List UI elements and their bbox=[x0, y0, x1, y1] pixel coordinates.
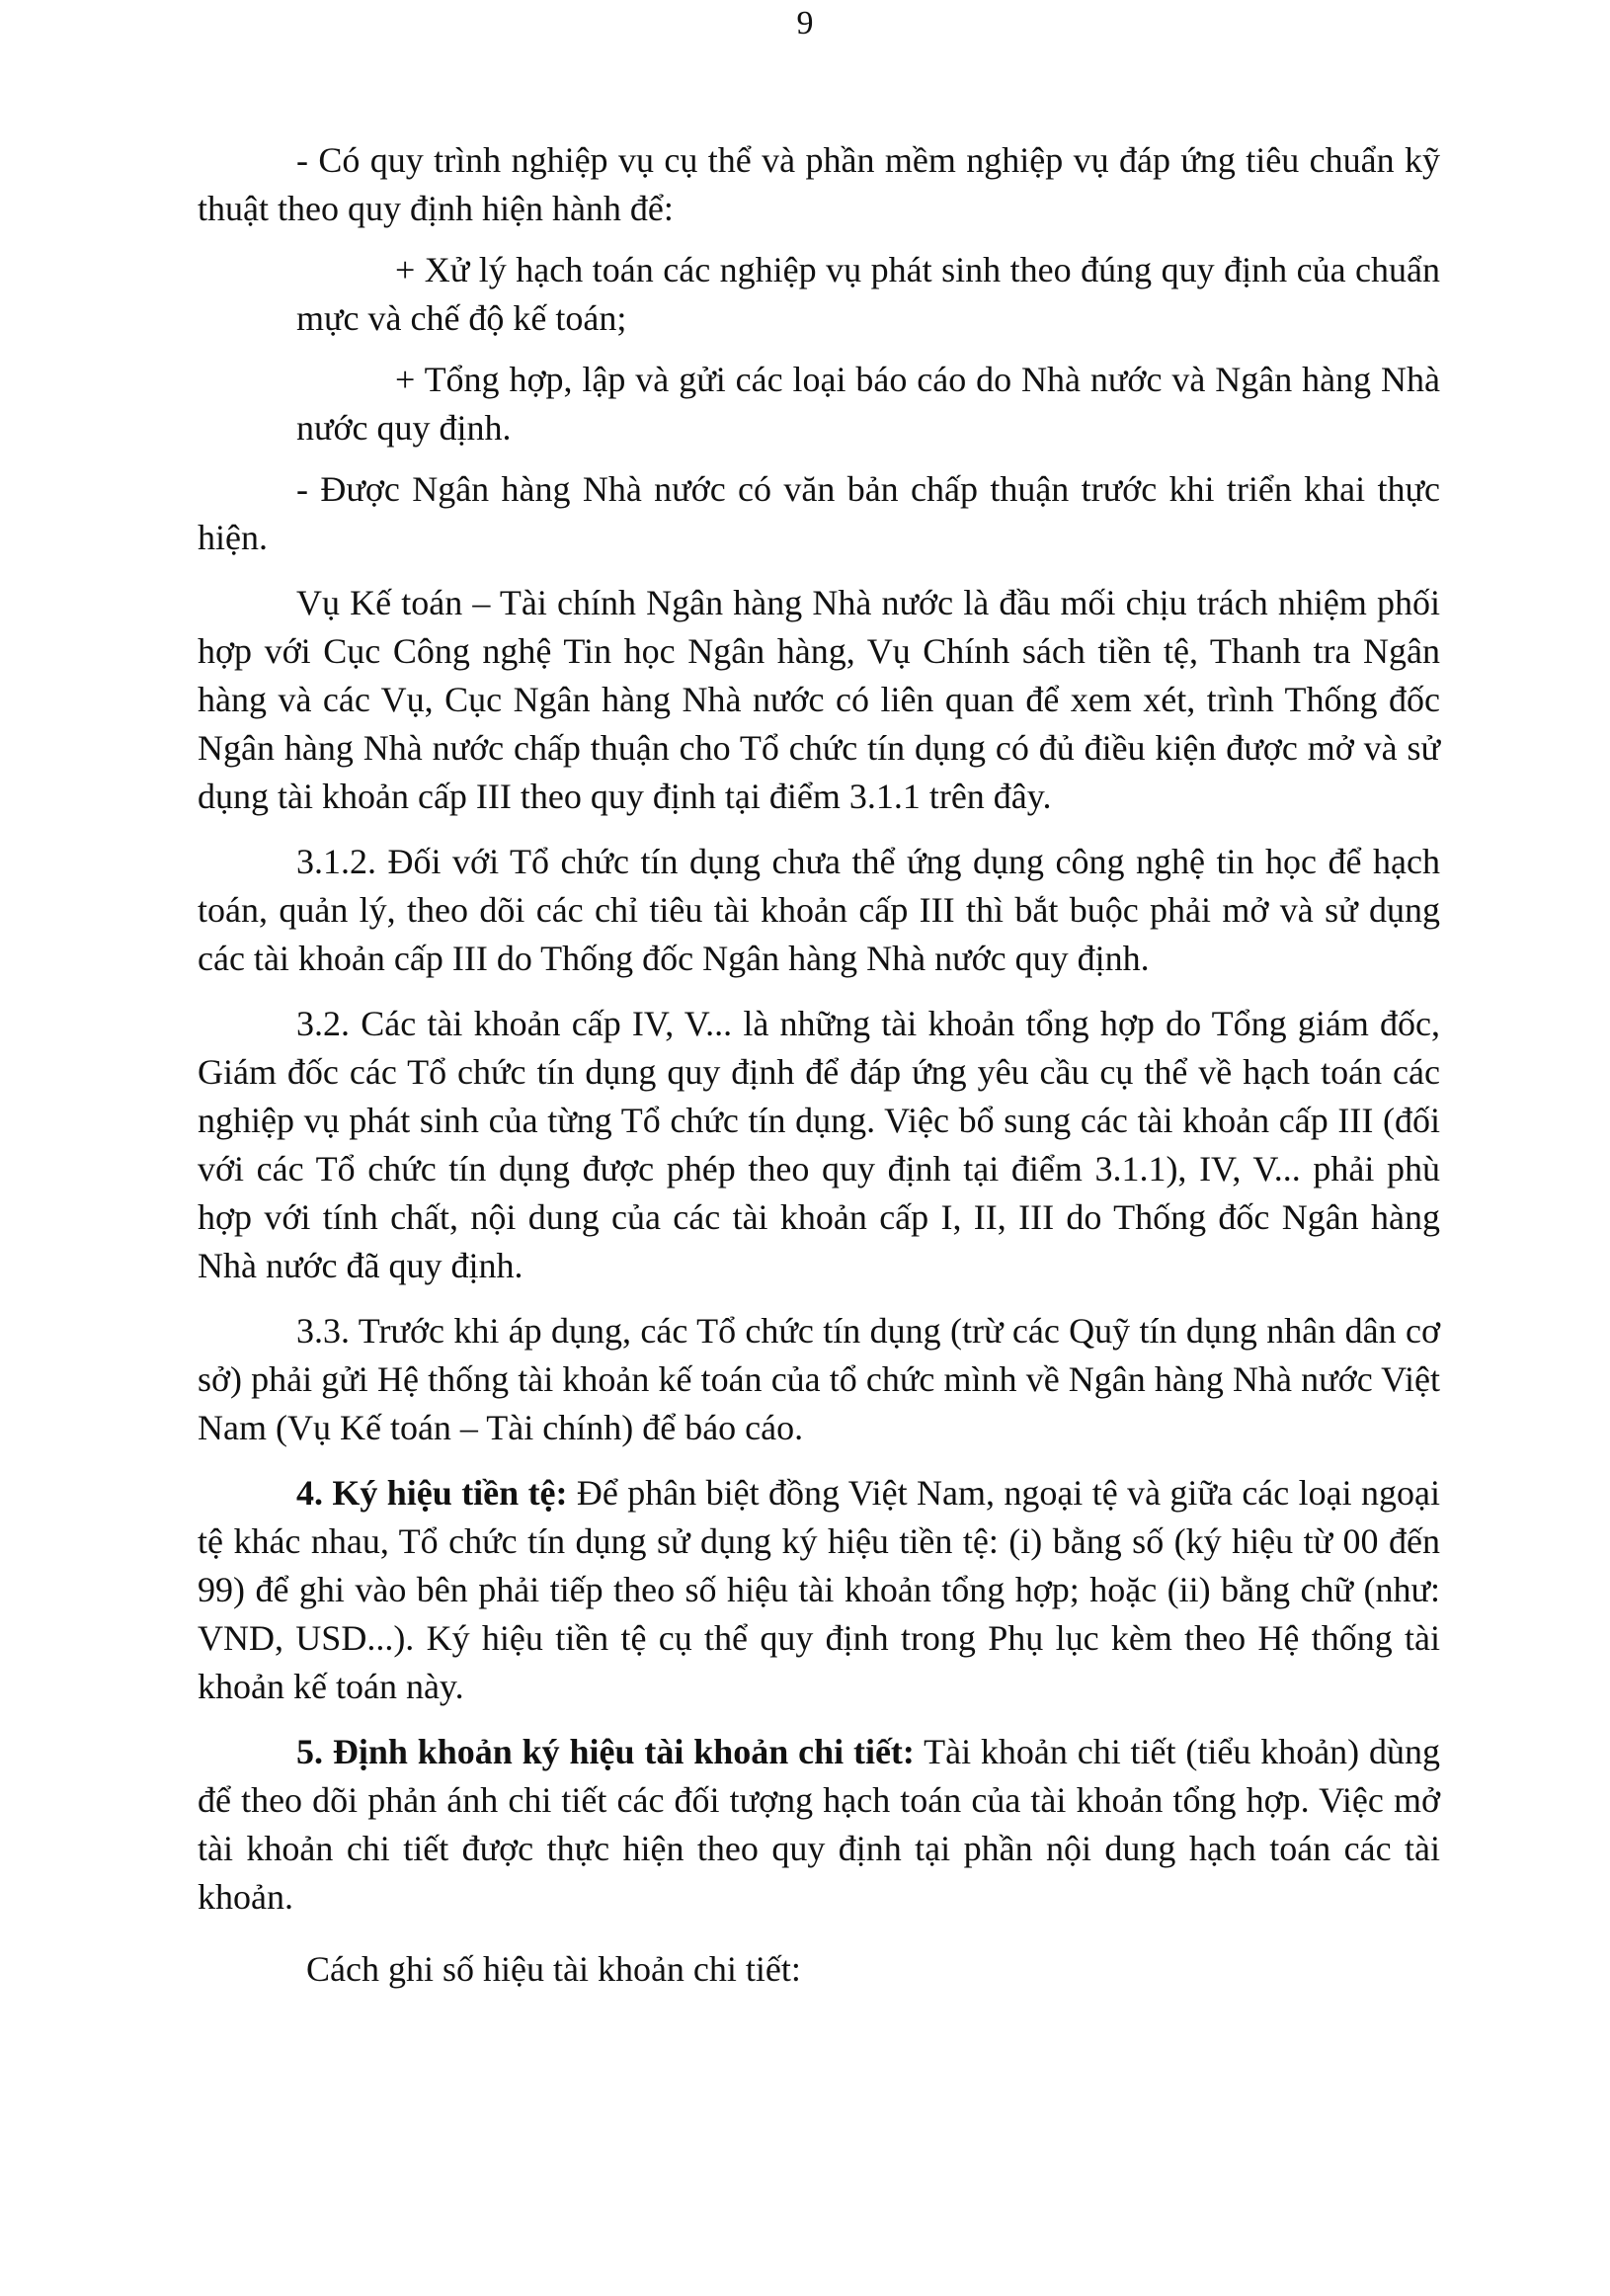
document-body bbox=[198, 136, 1440, 2010]
paragraph-section-3-1-2: 3.1.2. Đối với Tổ chức tín dụng chưa thể ứng dụng công nghệ tin học để hạch toán, quản lý, theo dõi các chỉ tiêu tài khoản cấp III thì bắt buộc phải mở và sử dụng các tài khoản cấp III do Thống đốc Ngân hàng Nhà nước quy định. bbox=[198, 842, 1440, 978]
paragraph-bullet-reports: + Tổng hợp, lập và gửi các loại báo cáo do Nhà nước và Ngân hàng Nhà nước quy định. bbox=[296, 360, 1440, 448]
paragraph-section-3-2: 3.2. Các tài khoản cấp IV, V... là những tài khoản tổng hợp do Tổng giám đốc, Giám đốc các Tổ chức tín dụng quy định để đáp ứng yêu cầu cụ thể về hạch toán các nghiệp vụ phát sinh của từng Tổ chức tín dụng. Việc bổ sung các tài khoản cấp III (đối với các Tổ chức tín dụng được phép theo quy định tại điểm 3.1.1), IV, V... phải phù hợp với tính chất, nội dung của các tài khoản cấp I, II, III do Thống đốc Ngân hàng Nhà nước đã quy định. bbox=[198, 1004, 1440, 1285]
page-number: 9 bbox=[796, 5, 814, 41]
section-4-body: Để phân biệt đồng Việt Nam, ngoại tệ và giữa các loại ngoại tệ khác nhau, Tổ chức tín dụng sử dụng ký hiệu tiền tệ: (i) bằng số (ký hiệu từ 00 đến 99) để ghi vào bên phải tiếp theo số hiệu tài khoản tổng hợp; hoặc (ii) bằng chữ (như: VND, USD...). Ký hiệu tiền tệ cụ thể quy định trong Phụ lục kèm theo Hệ thống tài khoản kế toán này. bbox=[198, 1473, 1440, 1706]
paragraph-section-5 bbox=[198, 1728, 1440, 1922]
paragraph-accounting-department: Vụ Kế toán – Tài chính Ngân hàng Nhà nước là đầu mối chịu trách nhiệm phối hợp với Cục Công nghệ Tin học Ngân hàng, Vụ Chính sách tiền tệ, Thanh tra Ngân hàng và các Vụ, Cục Ngân hàng Nhà nước có liên quan để xem xét, trình Thống đốc Ngân hàng Nhà nước chấp thuận cho Tổ chức tín dụng có đủ điều kiện được mở và sử dụng tài khoản cấp III theo quy định tại điểm 3.1.1 trên đây. bbox=[198, 583, 1440, 816]
paragraph-section-4 bbox=[198, 1469, 1440, 1711]
paragraph-section-3-3: 3.3. Trước khi áp dụng, các Tổ chức tín dụng (trừ các Quỹ tín dụng nhân dân cơ sở) phải gửi Hệ thống tài khoản kế toán của tổ chức mình về Ngân hàng Nhà nước Việt Nam (Vụ Kế toán – Tài chính) để báo cáo. bbox=[198, 1311, 1440, 1447]
paragraph-approval: - Được Ngân hàng Nhà nước có văn bản chấp thuận trước khi triển khai thực hiện. bbox=[198, 469, 1440, 557]
section-4-heading: 4. Ký hiệu tiền tệ: bbox=[296, 1473, 568, 1513]
paragraph-bullet-accounting: + Xử lý hạch toán các nghiệp vụ phát sinh theo đúng quy định của chuẩn mực và chế độ kế toán; bbox=[296, 250, 1440, 338]
section-5-body: Tài khoản chi tiết (tiểu khoản) dùng để theo dõi phản ánh chi tiết các đối tượng hạch toán của tài khoản tổng hợp. Việc mở tài khoản chi tiết được thực hiện theo quy định tại phần nội dung hạch toán các tài khoản. bbox=[198, 1732, 1441, 1917]
paragraph-detail-account-notation: Cách ghi số hiệu tài khoản chi tiết: bbox=[306, 1949, 801, 1989]
paragraph-software-requirement: - Có quy trình nghiệp vụ cụ thể và phần mềm nghiệp vụ đáp ứng tiêu chuẩn kỹ thuật theo quy định hiện hành để: bbox=[198, 140, 1440, 228]
section-5-heading: 5. Định khoản ký hiệu tài khoản chi tiết: bbox=[296, 1732, 915, 1771]
